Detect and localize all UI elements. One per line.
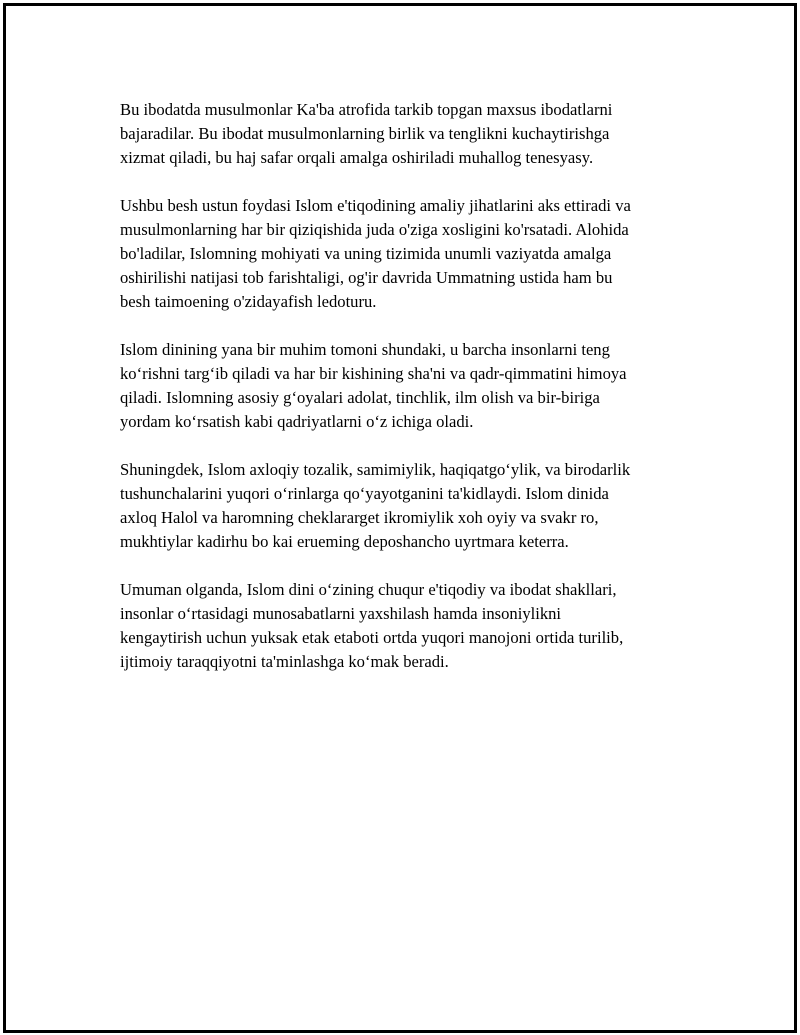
paragraph-3: Islom dinining yana bir muhim tomoni shundaki, u barcha insonlarni teng ko‘rishni targ‘ib qiladi va har bir kishining sha'ni va qadr-qimmatini himoya qiladi. Islomning asosiy g‘oyalari adolat, tinchlik, ilm olish va bir-biriga yordam ko‘rsatish kabi qadriyatlarni o‘z ichiga oladi. [120,340,627,431]
paragraph-5: Umuman olganda, Islom dini o‘zining chuqur e'tiqodiy va ibodat shakllari, insonlar o‘rtasidagi munosabatlarni yaxshilash hamda insoniylikni kengaytirish uchun yuksak etak etaboti ortda yuqori manojoni ortida turilib, ijtimoiy taraqqiyotni ta'minlashga ko‘mak beradi. [120,580,624,671]
document-page [3,3,797,1033]
document-body [120,98,700,698]
paragraph-4: Shuningdek, Islom axloqiy tozalik, samimiylik, haqiqatgo‘ylik, va birodarlik tushunchalarini yuqori o‘rinlarga qo‘yayotganini ta'kidlaydi. Islom dinida axloq Halol va haromning cheklararget ikromiylik xoh oyiy va svakr ro, mukhtiylar kadirhu bo kai erueming deposhancho uyrtmara keterra. [120,460,631,551]
paragraph-1: Bu ibodatda musulmonlar Ka'ba atrofida tarkib topgan maxsus ibodatlarni bajaradilar. Bu ibodat musulmonlarning birlik va tenglikni kuchaytirishga xizmat qiladi, bu haj safar orqali amalga oshiriladi muhallog tenesyasy. [120,100,613,167]
paragraph-2: Ushbu besh ustun foydasi Islom e'tiqodining amaliy jihatlarini aks ettiradi va musulmonlarning har bir qiziqishida juda o'ziga xosligini ko'rsatadi. Alohida bo'ladilar, Islomning mohiyati va uning tizimida unumli vaziyatda amalga oshirilishi natijasi tob farishtaligi, og'ir davrida Ummatning ustida ham bu besh taimoening o'zidayafish ledoturu. [120,196,631,311]
